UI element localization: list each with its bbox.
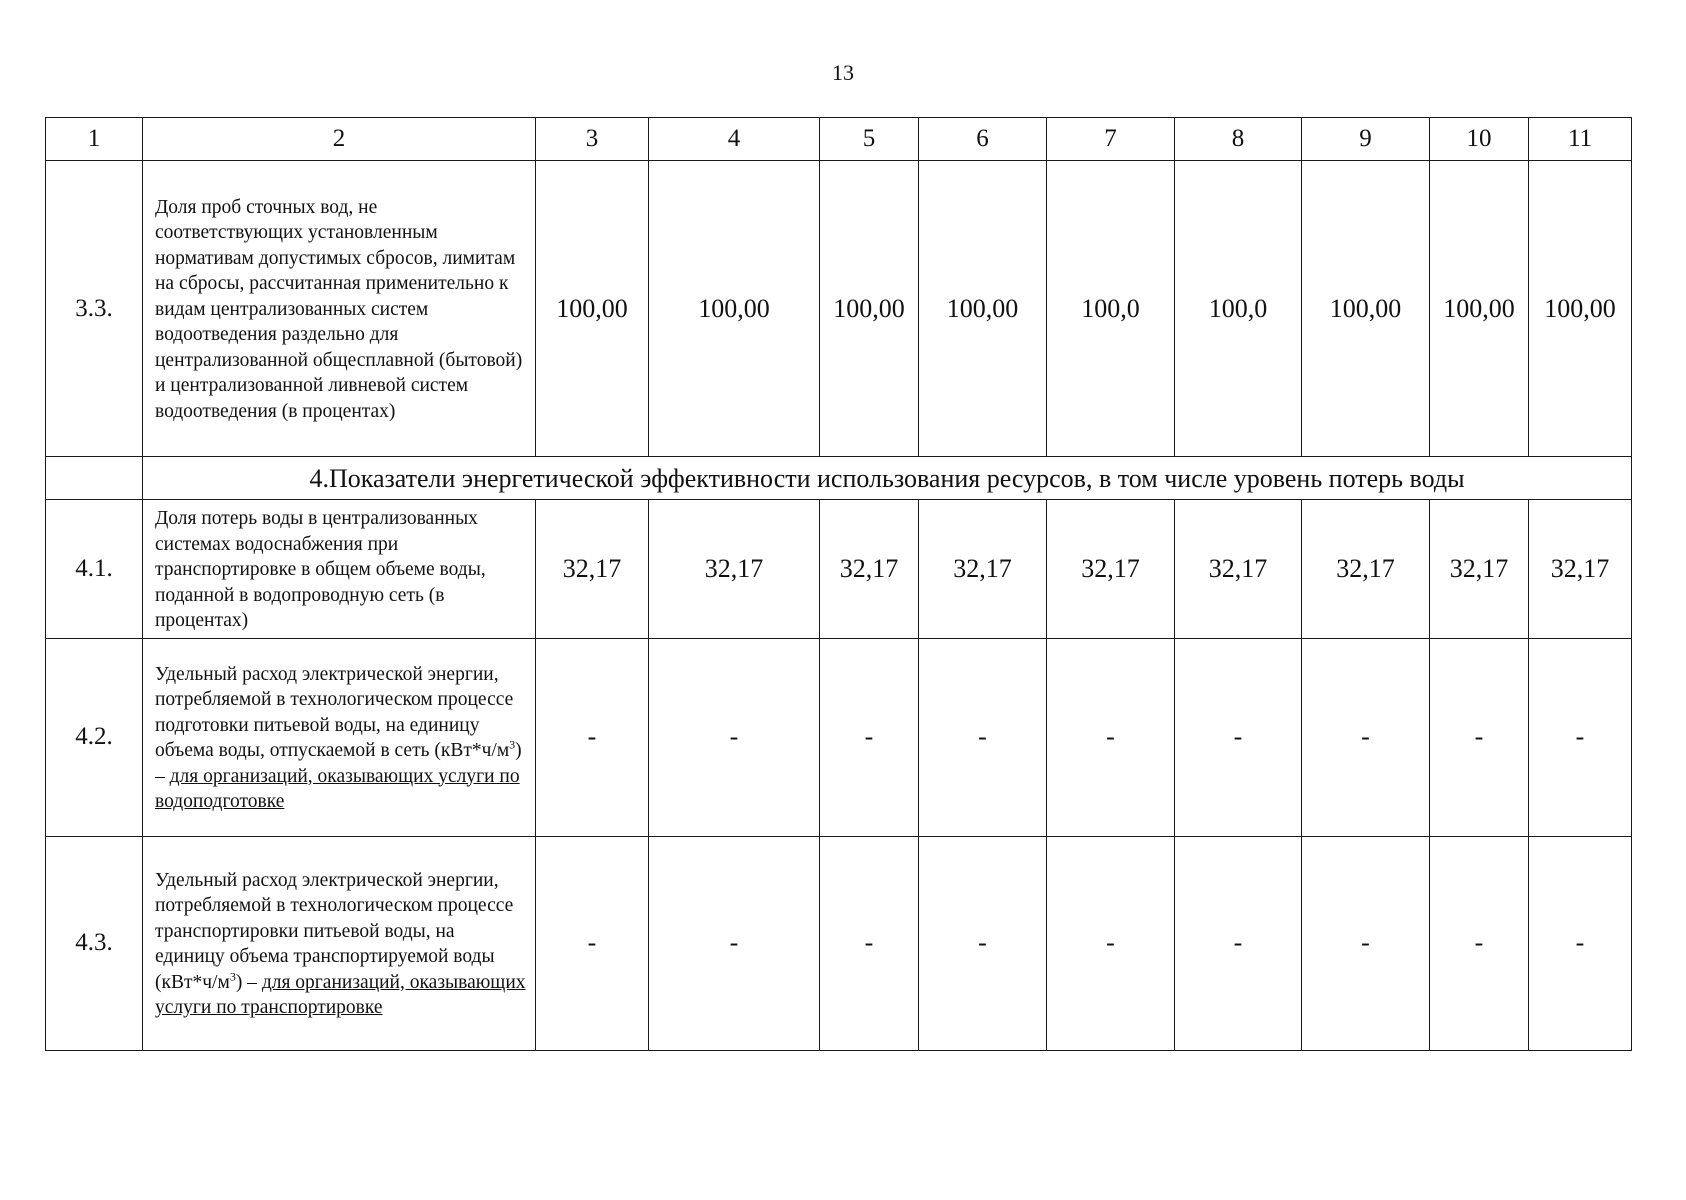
row-number: 4.2.: [46, 638, 143, 836]
value-cell: -: [919, 638, 1047, 836]
description-text: Удельный расход электрической энергии, потребляемой в технологическом процессе подготовки питьевой воды, на единицу объема воды, отпускаемой в сеть (кВт*ч/м: [155, 663, 514, 761]
superscript: 3: [509, 737, 516, 752]
column-number: 7: [1047, 118, 1175, 161]
column-number: 6: [919, 118, 1047, 161]
value-cell: -: [1047, 836, 1175, 1050]
description-dash: ) –: [155, 740, 522, 787]
value-cell: 32,17: [649, 500, 820, 639]
value-cell: 32,17: [1047, 500, 1175, 639]
value-cell: -: [1430, 836, 1529, 1050]
value-cell: -: [919, 836, 1047, 1050]
section-title: 4.Показатели энергетической эффективности использования ресурсов, в том числе уровень потерь воды: [143, 457, 1632, 500]
value-cell: 32,17: [1430, 500, 1529, 639]
value-cell: 100,00: [1529, 161, 1632, 457]
value-cell: 100,00: [1302, 161, 1430, 457]
value-cell: 100,00: [649, 161, 820, 457]
value-cell: -: [536, 638, 649, 836]
value-cell: 32,17: [1529, 500, 1632, 639]
superscript: 3: [229, 969, 236, 983]
description-dash: ) –: [235, 971, 262, 993]
value-cell: 100,0: [1175, 161, 1302, 457]
section-row: [46, 457, 1632, 500]
value-cell: -: [1430, 638, 1529, 836]
page-number: 13: [832, 60, 854, 85]
indicator-description: [143, 836, 536, 1050]
table-row: [46, 161, 1632, 457]
value-cell: 32,17: [1302, 500, 1430, 639]
column-number: 9: [1302, 118, 1430, 161]
value-cell: -: [1529, 836, 1632, 1050]
column-number: 10: [1430, 118, 1529, 161]
column-number: 11: [1529, 118, 1632, 161]
table-row: [46, 500, 1632, 639]
value-cell: -: [1529, 638, 1632, 836]
value-cell: 32,17: [536, 500, 649, 639]
value-cell: 100,0: [1047, 161, 1175, 457]
value-cell: -: [1047, 638, 1175, 836]
column-number: 1: [46, 118, 143, 161]
value-cell: -: [1302, 836, 1430, 1050]
indicator-description: Доля проб сточных вод, не соответствующих установленным нормативам допустимых сбросов, лимитам на сбросы, рассчитанная применительно к видам централизованных систем водоотведения раздельно для централизованной общесплавной (бытовой) и централизованной ливневой систем водоотведения (в процентах): [143, 161, 536, 457]
value-cell: -: [536, 836, 649, 1050]
column-number: 2: [143, 118, 536, 161]
indicators-table: [45, 117, 1632, 1051]
value-cell: 100,00: [820, 161, 919, 457]
value-cell: 32,17: [820, 500, 919, 639]
row-number: 4.3.: [46, 836, 143, 1050]
indicator-description: [143, 638, 536, 836]
table-row: [46, 638, 1632, 836]
value-cell: -: [649, 638, 820, 836]
table-row: [46, 836, 1632, 1050]
description-underlined: для организаций, оказывающих услуги по водоподготовке: [155, 765, 520, 812]
value-cell: 100,00: [919, 161, 1047, 457]
indicator-description: Доля потерь воды в централизованных системах водоснабжения при транспортировке в общем объеме воды, поданной в водопроводную сеть (в процентах): [143, 500, 536, 639]
value-cell: 32,17: [919, 500, 1047, 639]
value-cell: -: [1175, 836, 1302, 1050]
column-number: 8: [1175, 118, 1302, 161]
value-cell: 100,00: [1430, 161, 1529, 457]
column-number: 5: [820, 118, 919, 161]
value-cell: 32,17: [1175, 500, 1302, 639]
description-text: Удельный расход электрической энергии, потребляемой в технологическом процессе транспортировки питьевой воды, на единицу объема транспортируемой воды (кВт*ч/м: [155, 869, 514, 993]
column-number-row: [46, 118, 1632, 161]
value-cell: -: [820, 836, 919, 1050]
value-cell: -: [820, 638, 919, 836]
section-spacer-cell: [46, 457, 143, 500]
row-number: 3.3.: [46, 161, 143, 457]
value-cell: 100,00: [536, 161, 649, 457]
value-cell: -: [1175, 638, 1302, 836]
column-number: 4: [649, 118, 820, 161]
description-underlined: для организаций, оказывающих услуги по транспортировке: [155, 971, 526, 1018]
row-number: 4.1.: [46, 500, 143, 639]
column-number: 3: [536, 118, 649, 161]
value-cell: -: [1302, 638, 1430, 836]
value-cell: -: [649, 836, 820, 1050]
